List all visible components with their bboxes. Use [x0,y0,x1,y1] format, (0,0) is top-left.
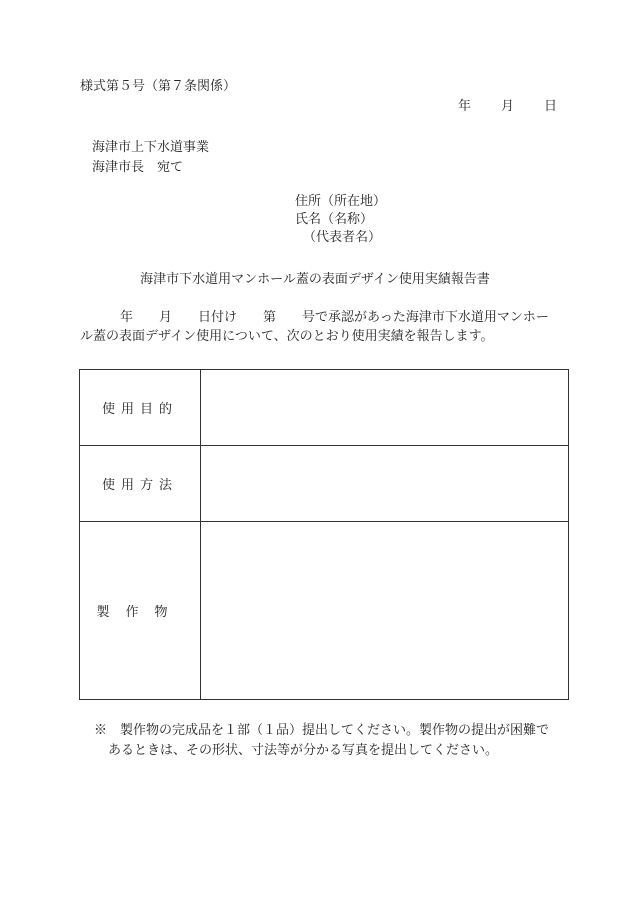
table-row-purpose [80,370,569,446]
applicant-representative-label: （代表者名） [303,230,382,245]
body-line-2: ル蓋の表面デザイン使用について、次のとおり使用実績を報告します。 [80,329,494,344]
method-label: 使用方法 [80,446,201,522]
purpose-value[interactable] [201,370,569,446]
date-line [458,98,557,116]
product-label: 製作物 [80,522,201,700]
body-paragraph [80,308,570,346]
footnote-line-2: あるときは、その形状、寸法等が分かる写真を提出してください。 [108,743,499,758]
product-value[interactable] [201,522,569,700]
table-row-method [80,446,569,522]
document-title: 海津市下水道用マンホール蓋の表面デザイン使用実績報告書 [140,272,490,287]
applicant-name-label: 氏名（名称） [295,212,374,227]
purpose-label: 使用目的 [80,370,201,446]
applicant-block [295,193,386,247]
footnote-line-1: ※ 製作物の完成品を１部（１品）提出してください。製作物の提出が困難で [94,723,550,738]
usage-report-table [79,369,569,700]
addressee-block [92,138,209,178]
date-month-label: 月 [501,99,515,114]
applicant-address-label: 住所（所在地） [295,194,387,209]
date-year-label: 年 [458,99,472,114]
addressee-line-2: 海津市長 宛て [92,160,184,175]
table-row-product [80,522,569,700]
form-number: 様式第５号（第７条関係） [80,79,237,94]
addressee-line-1: 海津市上下水道事業 [92,140,210,155]
method-value[interactable] [201,446,569,522]
footnote [94,721,549,761]
date-day-label: 日 [544,99,558,114]
body-line-1: 年 月 日付け 第 号で承認があった海津市下水道用マンホー [120,310,549,325]
